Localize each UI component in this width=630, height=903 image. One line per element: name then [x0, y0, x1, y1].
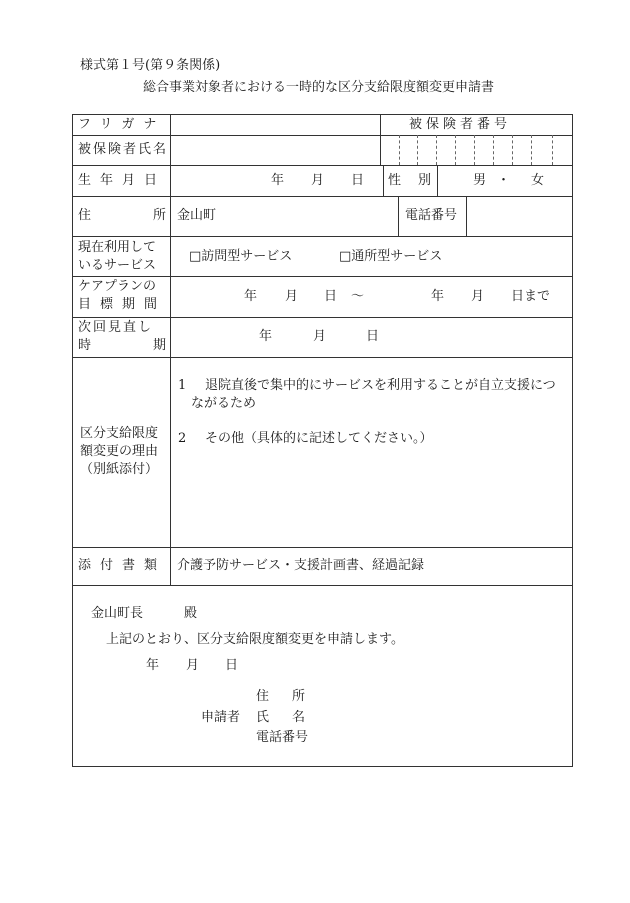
digit-divider	[417, 135, 418, 165]
column-divider	[380, 114, 381, 165]
address-value: 金山町	[177, 208, 217, 223]
row-divider	[72, 276, 573, 277]
digit-divider	[531, 135, 532, 165]
reason-1-text: 退院直後で集中的にサービスを利用することが自立支援につ	[205, 378, 556, 393]
review-year: 年	[259, 329, 273, 344]
digit-divider	[552, 135, 553, 165]
name-label: 被保険者氏名	[78, 142, 169, 157]
application-month: 月	[186, 658, 200, 673]
attachments-label: 添付書類	[78, 558, 167, 573]
row-divider	[72, 135, 573, 136]
careplan-end-month: 月	[471, 289, 485, 304]
row-divider	[72, 547, 573, 548]
applicant-label: 申請者	[201, 710, 241, 725]
sex-label-1: 性	[388, 173, 402, 188]
column-divider	[398, 196, 399, 236]
review-label-line1: 次回見直し	[78, 320, 154, 335]
careplan-label-line1: ケアプランの	[78, 279, 157, 294]
reason-2-number: 2	[178, 431, 187, 446]
application-statement: 上記のとおり、区分支給限度額変更を申請します。	[106, 632, 404, 647]
daycare-service-checkbox: □通所型サービス	[339, 249, 443, 264]
review-label-line2b: 期	[153, 338, 167, 353]
applicant-name-label-1: 氏	[256, 710, 270, 725]
review-month: 月	[313, 329, 327, 344]
sex-label-2: 別	[418, 173, 432, 188]
honorific: 殿	[184, 606, 198, 621]
period-tilde: 〜	[351, 289, 365, 304]
birth-day: 日	[351, 173, 365, 188]
digit-divider	[493, 135, 494, 165]
column-divider	[437, 165, 438, 196]
row-divider	[72, 236, 573, 237]
birth-month: 月	[311, 173, 325, 188]
careplan-start-year: 年	[244, 289, 258, 304]
application-year: 年	[146, 658, 160, 673]
insured-number-label: 被保険者番号	[409, 117, 512, 132]
review-label-line2a: 時	[78, 338, 92, 353]
review-day: 日	[366, 329, 380, 344]
form-number: 様式第１号(第９条関係)	[80, 58, 221, 73]
row-divider	[72, 357, 573, 358]
service-label-line2: いるサービス	[78, 258, 157, 273]
applicant-address-label-1: 住	[256, 689, 270, 704]
reason-2-text: その他（具体的に記述してください。）	[205, 431, 433, 446]
sex-male-option: 男	[473, 173, 487, 188]
careplan-end-until: 日まで	[511, 289, 551, 304]
row-divider	[72, 317, 573, 318]
row-divider	[72, 585, 573, 586]
digit-divider	[436, 135, 437, 165]
reason-1-number: 1	[178, 378, 187, 393]
column-divider	[466, 196, 467, 236]
reason-label-line2: 額変更の理由	[80, 444, 159, 459]
digit-divider	[474, 135, 475, 165]
furigana-label: フリガナ	[78, 117, 166, 132]
label-column-divider	[170, 114, 171, 585]
birth-year: 年	[271, 173, 285, 188]
digit-divider	[512, 135, 513, 165]
careplan-end-year: 年	[431, 289, 445, 304]
applicant-address-label-2: 所	[292, 689, 306, 704]
address-label-2: 所	[153, 208, 167, 223]
service-label-line1: 現在利用して	[78, 240, 157, 255]
phone-label: 電話番号	[405, 208, 458, 223]
addressee: 金山町長	[91, 606, 144, 621]
row-divider	[72, 196, 573, 197]
address-label-1: 住	[78, 208, 92, 223]
sex-separator: ・	[497, 173, 511, 188]
careplan-label-line2: 目標期間	[78, 297, 167, 312]
reason-label-line1: 区分支給限度	[80, 426, 159, 441]
reason-label-line3: （別紙添付）	[80, 462, 159, 477]
applicant-name-label-2: 名	[292, 710, 306, 725]
careplan-start-month: 月	[285, 289, 299, 304]
visit-service-checkbox: □訪問型サービス	[189, 249, 293, 264]
sex-female-option: 女	[531, 173, 545, 188]
application-day: 日	[225, 658, 239, 673]
careplan-start-day: 日	[324, 289, 338, 304]
form-title: 総合事業対象者における一時的な区分支給限度額変更申請書	[143, 80, 495, 95]
digit-divider	[399, 135, 400, 165]
applicant-phone-label: 電話番号	[256, 730, 309, 745]
column-divider	[383, 165, 384, 196]
birth-date-label: 生年月日	[78, 173, 167, 188]
row-divider	[72, 165, 573, 166]
reason-1-text-cont: ながるため	[191, 396, 257, 411]
digit-divider	[455, 135, 456, 165]
attachments-value: 介護予防サービス・支援計画書、経過記録	[177, 558, 425, 573]
